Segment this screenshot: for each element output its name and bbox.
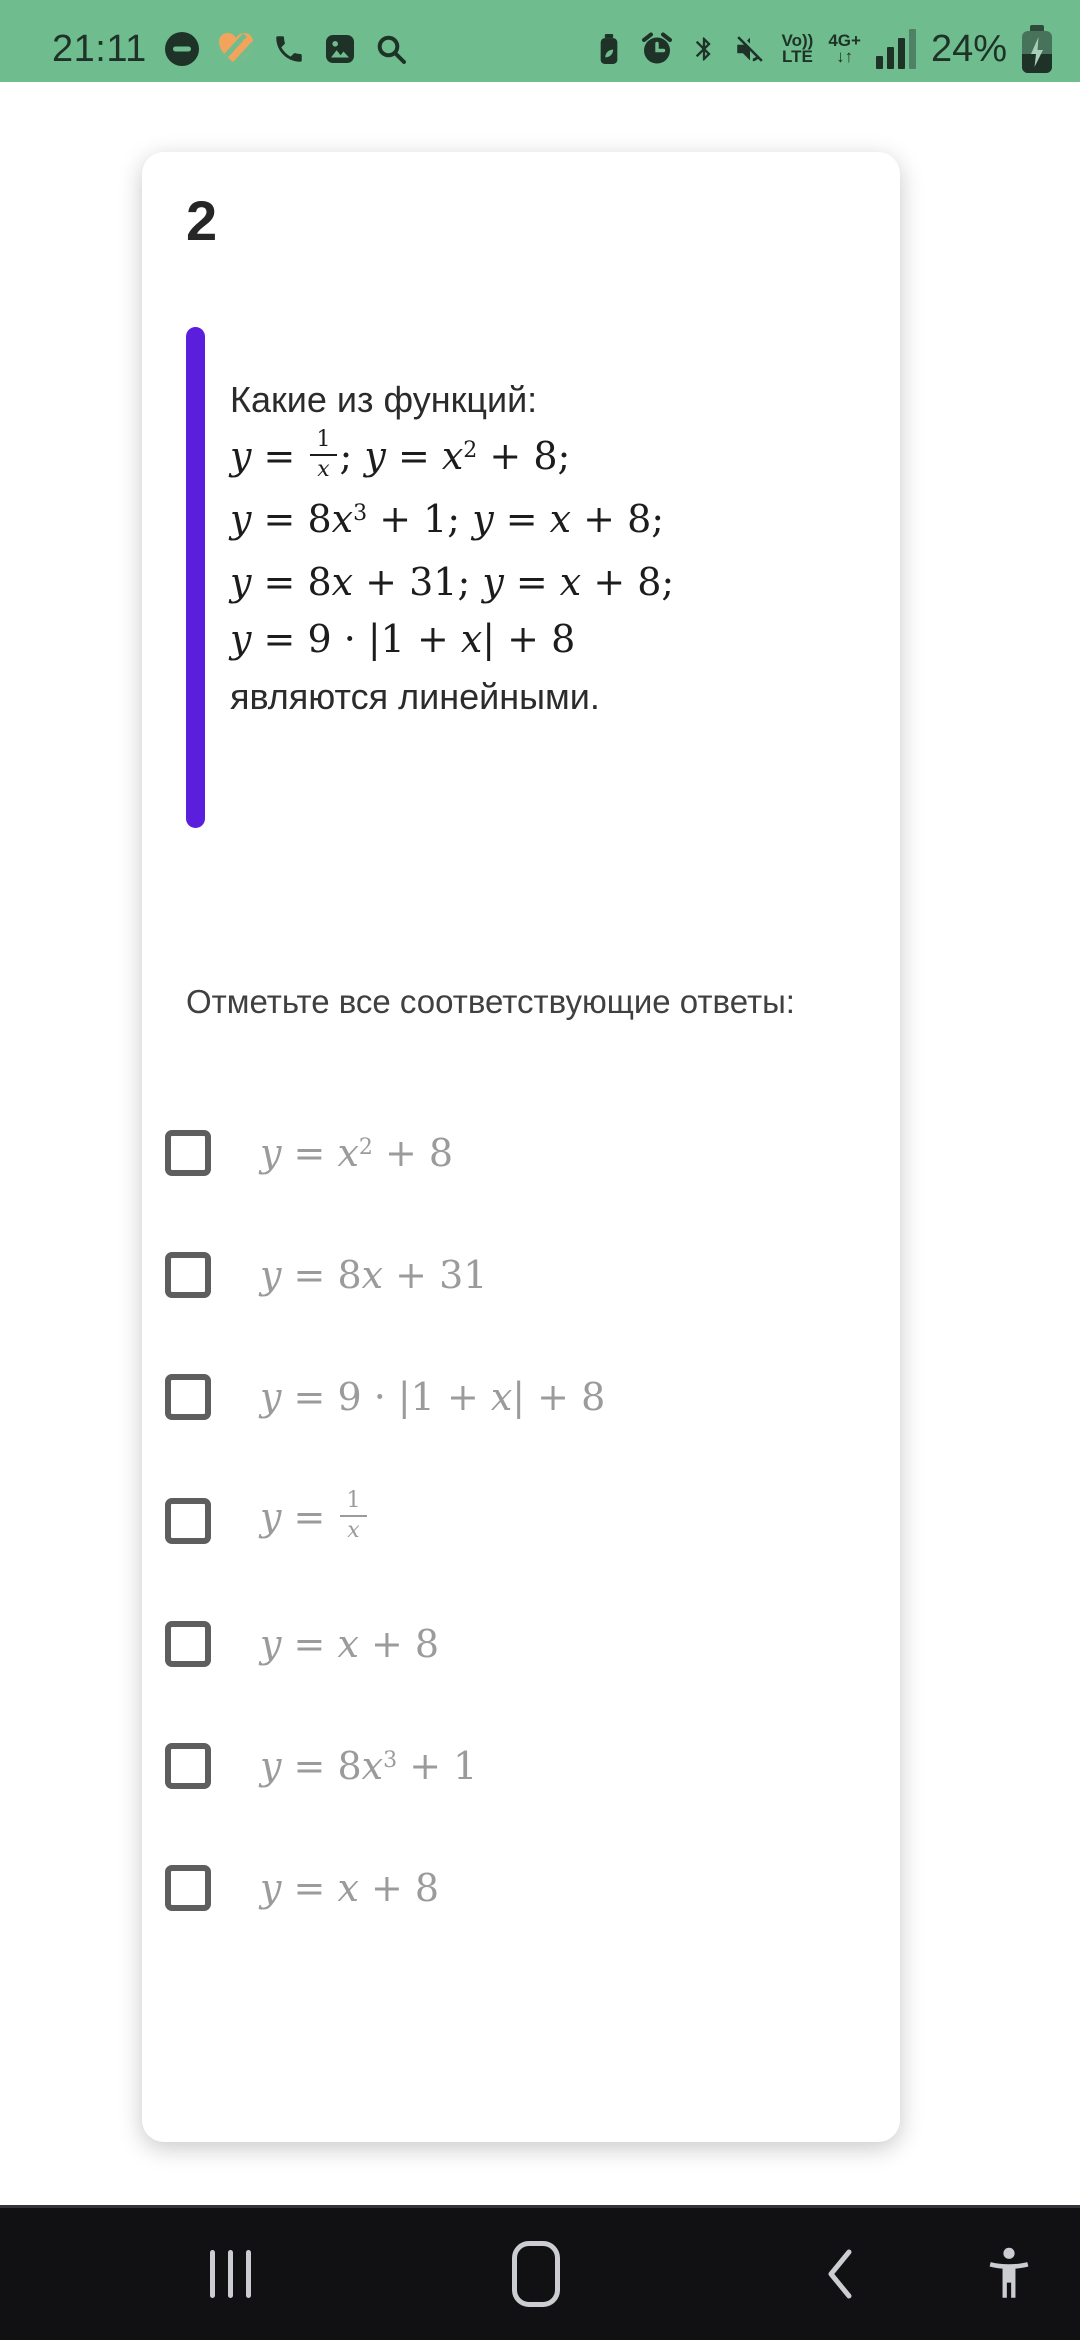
- accessibility-icon: [983, 2246, 1035, 2302]
- status-bar: [0, 0, 1080, 82]
- question-formula-line: y = 8x + 31; y = x + 8;: [230, 560, 675, 604]
- answer-instruction: Отметьте все соответствующие ответы:: [186, 983, 795, 1020]
- signal-strength-icon: [876, 29, 916, 69]
- home-icon: [512, 2241, 560, 2307]
- question-card: [142, 152, 900, 2142]
- navigation-bar: [0, 2205, 1080, 2340]
- option-label: y = x + 8: [260, 1866, 440, 1911]
- option-label: y = $\frac{1}{x}$: [260, 1494, 370, 1547]
- option-row-2[interactable]: [165, 1250, 875, 1300]
- option-row-1[interactable]: [165, 1128, 875, 1178]
- option-label: $y = x^2 + 8$: [260, 1131, 454, 1175]
- checkbox[interactable]: [165, 1865, 211, 1911]
- battery-icon: [1022, 25, 1052, 73]
- question-formula-line: y = $\frac{1}{x}$ ; $y = x^2 + 8$;: [230, 426, 571, 482]
- question-accent-bar: [186, 327, 205, 828]
- gallery-icon: [323, 32, 357, 66]
- question-outro: являются линейными.: [230, 676, 600, 717]
- health-heart-icon: [217, 31, 255, 67]
- option-row-7[interactable]: [165, 1863, 875, 1913]
- options-list: [165, 1128, 875, 1985]
- question-text: [230, 371, 898, 725]
- checkbox[interactable]: [165, 1130, 211, 1176]
- option-row-3[interactable]: [165, 1372, 875, 1422]
- bluetooth-icon: [690, 32, 718, 66]
- volte-indicator: Vo)) LTE: [781, 31, 814, 66]
- recents-button[interactable]: [160, 2208, 300, 2340]
- checkbox[interactable]: [165, 1621, 211, 1667]
- phone-icon: [272, 32, 306, 66]
- option-label: y = 8x + 31: [260, 1253, 488, 1297]
- alarm-icon: [639, 31, 675, 67]
- accessibility-button[interactable]: [944, 2208, 1074, 2340]
- clock-text: 21:11: [52, 27, 147, 70]
- battery-percent-text: 24%: [930, 27, 1007, 70]
- do-not-disturb-icon: [164, 31, 200, 67]
- network-4g-indicator: 4G+ ↓↑: [828, 31, 861, 66]
- recents-icon: [210, 2250, 251, 2298]
- checkbox[interactable]: [165, 1374, 211, 1420]
- checkbox[interactable]: [165, 1743, 211, 1789]
- back-button[interactable]: [770, 2208, 910, 2340]
- battery-saver-icon: [594, 30, 624, 68]
- question-number: 2: [186, 189, 218, 252]
- status-bar-left: [52, 28, 408, 71]
- back-chevron-icon: [822, 2244, 858, 2304]
- search-icon: [374, 32, 408, 66]
- checkbox[interactable]: [165, 1498, 211, 1544]
- option-row-4[interactable]: [165, 1488, 875, 1547]
- question-formula-line: y = 9 · |1 + x| + 8: [230, 617, 576, 661]
- status-bar-right: [594, 25, 1052, 73]
- question-formula-line: $y = 8x^3 + 1$; y = x + 8;: [230, 497, 665, 541]
- home-button[interactable]: [466, 2208, 606, 2340]
- option-label: y = x + 8: [260, 1622, 440, 1667]
- mute-icon: [733, 32, 767, 66]
- option-label: $y = 8x^3 + 1$: [260, 1744, 478, 1789]
- option-row-6[interactable]: [165, 1741, 875, 1791]
- question-intro: Какие из функций:: [230, 379, 538, 420]
- option-label: y = 9 · |1 + x| + 8: [260, 1375, 606, 1419]
- checkbox[interactable]: [165, 1252, 211, 1298]
- option-row-5[interactable]: [165, 1619, 875, 1669]
